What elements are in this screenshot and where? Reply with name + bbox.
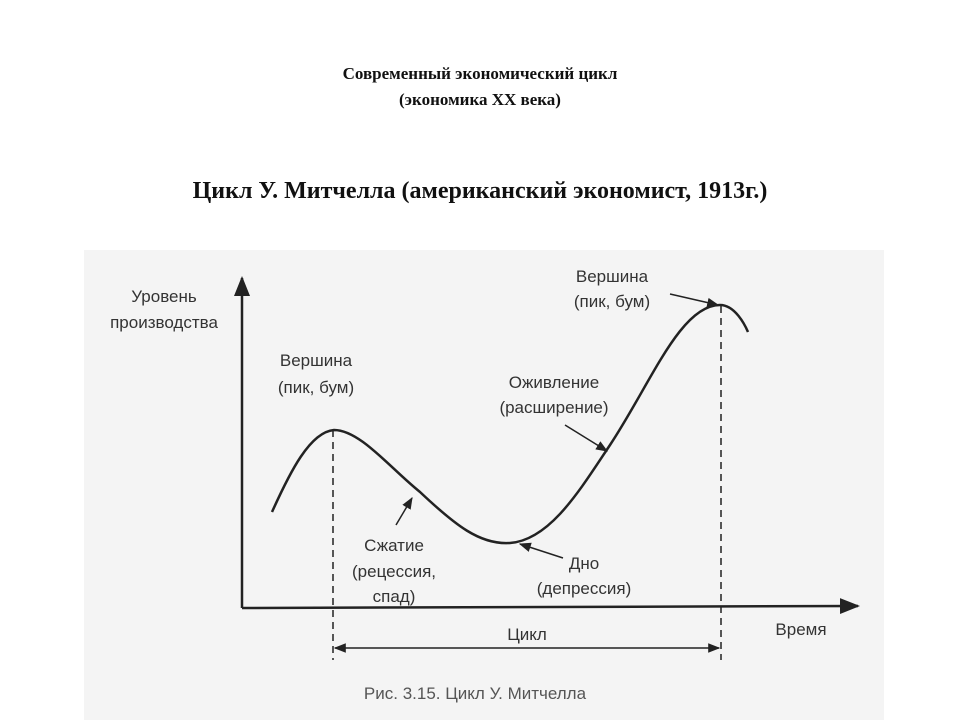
subtitle-line-2: (экономика XX века) <box>399 90 561 109</box>
contraction-pointer-arrow <box>396 498 412 525</box>
y-axis-label-line-1: Уровень <box>131 287 197 306</box>
peak1-label-line-2: (пик, бум) <box>277 378 355 397</box>
subtitle-line-1: Современный экономический цикл <box>342 64 618 83</box>
cycle-label: Цикл <box>507 625 547 644</box>
peak2-pointer-arrow <box>670 294 718 305</box>
contraction-label-line-1: Сжатие <box>364 536 424 555</box>
peak1-label-line-1: Вершина <box>279 351 353 370</box>
page-title: Цикл У. Митчелла (американский экономист, 1913г.) <box>192 178 768 204</box>
expansion-label-line-2: (расширение) <box>499 398 609 417</box>
peak2-label-line-1: Вершина <box>575 267 649 286</box>
trough-label-line-1: Дно <box>568 554 600 573</box>
figure-caption: Рис. 3.15. Цикл У. Митчелла <box>363 684 587 703</box>
expansion-pointer-arrow <box>565 425 607 451</box>
peak2-label-line-2: (пик, бум) <box>573 292 651 311</box>
x-axis-label: Время <box>775 620 827 639</box>
cycle-curve <box>272 305 748 543</box>
expansion-label-line-1: Оживление <box>508 373 600 392</box>
contraction-label-line-3: спад) <box>372 587 416 606</box>
trough-pointer-arrow <box>520 544 563 558</box>
contraction-label-line-2: (рецессия, <box>352 562 436 581</box>
trough-label-line-2: (депрессия) <box>536 579 632 598</box>
x-axis <box>242 606 858 608</box>
y-axis-label-line-2: производства <box>110 313 218 332</box>
